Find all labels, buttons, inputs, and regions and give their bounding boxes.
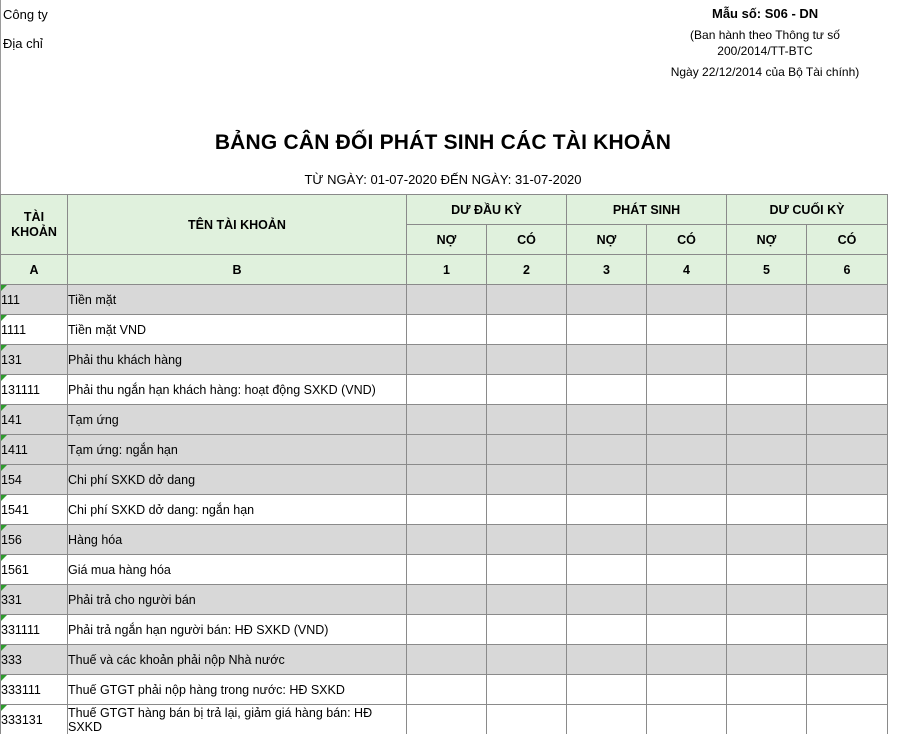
amount-cell[interactable] bbox=[807, 285, 888, 315]
amount-cell[interactable] bbox=[647, 435, 727, 465]
table-header bbox=[1, 195, 888, 285]
cell-marker-icon bbox=[1, 435, 7, 441]
cell-marker-icon bbox=[1, 315, 7, 321]
account-code-cell[interactable] bbox=[1, 285, 68, 315]
table-row bbox=[1, 405, 888, 435]
report-period: TỪ NGÀY: 01-07-2020 ĐẾN NGÀY: 31-07-2020 bbox=[304, 172, 582, 187]
account-code: 141 bbox=[1, 412, 22, 427]
cell-marker-icon bbox=[1, 375, 7, 381]
header-opening-credit[interactable]: CÓ bbox=[487, 225, 567, 255]
account-code-cell[interactable] bbox=[1, 615, 68, 645]
amount-cell[interactable] bbox=[567, 675, 647, 705]
account-name-cell[interactable]: Phải thu khách hàng bbox=[68, 345, 407, 375]
amount-cell[interactable] bbox=[407, 465, 487, 495]
amount-cell[interactable] bbox=[807, 555, 888, 585]
index-cell[interactable]: 6 bbox=[807, 255, 888, 285]
cell-marker-icon bbox=[1, 285, 7, 291]
amount-cell[interactable] bbox=[487, 705, 567, 734]
header-movement-credit[interactable]: CÓ bbox=[647, 225, 727, 255]
amount-cell[interactable] bbox=[727, 375, 807, 405]
amount-cell[interactable] bbox=[567, 525, 647, 555]
amount-cell[interactable] bbox=[407, 315, 487, 345]
amount-cell[interactable] bbox=[647, 345, 727, 375]
header-account-code[interactable] bbox=[1, 195, 68, 255]
amount-cell[interactable] bbox=[727, 525, 807, 555]
header-account-code-label: TÀI KHOẢN bbox=[11, 209, 57, 239]
cell-marker-icon bbox=[1, 705, 7, 711]
table-row bbox=[1, 315, 888, 345]
account-name-cell[interactable]: Tiền mặt bbox=[68, 285, 407, 315]
account-code-cell[interactable] bbox=[1, 525, 68, 555]
amount-cell[interactable] bbox=[727, 555, 807, 585]
amount-cell[interactable] bbox=[807, 465, 888, 495]
index-cell[interactable]: 5 bbox=[727, 255, 807, 285]
account-code: 1411 bbox=[1, 442, 28, 457]
amount-cell[interactable] bbox=[647, 585, 727, 615]
header-closing-debit[interactable]: NỢ bbox=[727, 225, 807, 255]
index-cell[interactable]: 1 bbox=[407, 255, 487, 285]
table-row bbox=[1, 525, 888, 555]
issued-date-text: Ngày 22/12/2014 của Bộ Tài chính) bbox=[670, 65, 860, 79]
account-code-cell[interactable] bbox=[1, 405, 68, 435]
amount-cell[interactable] bbox=[487, 585, 567, 615]
amount-cell[interactable] bbox=[487, 405, 567, 435]
amount-cell[interactable] bbox=[407, 675, 487, 705]
amount-cell[interactable] bbox=[727, 495, 807, 525]
table-row bbox=[1, 705, 888, 734]
table-row bbox=[1, 585, 888, 615]
amount-cell[interactable] bbox=[647, 615, 727, 645]
amount-cell[interactable] bbox=[727, 645, 807, 675]
account-code-cell[interactable] bbox=[1, 435, 68, 465]
cell-marker-icon bbox=[1, 645, 7, 651]
amount-cell[interactable] bbox=[487, 375, 567, 405]
cell-marker-icon bbox=[1, 585, 7, 591]
account-name-cell[interactable]: Thuế GTGT hàng bán bị trả lại, giảm giá hàng bán: HĐ SXKD bbox=[68, 705, 407, 734]
account-name-cell[interactable]: Hàng hóa bbox=[68, 525, 407, 555]
amount-cell[interactable] bbox=[567, 555, 647, 585]
amount-cell[interactable] bbox=[647, 285, 727, 315]
trial-balance-table bbox=[0, 194, 888, 734]
cell-marker-icon bbox=[1, 615, 7, 621]
table-row bbox=[1, 465, 888, 495]
amount-cell[interactable] bbox=[807, 645, 888, 675]
table-row bbox=[1, 345, 888, 375]
amount-cell[interactable] bbox=[407, 495, 487, 525]
amount-cell[interactable] bbox=[487, 675, 567, 705]
account-name-cell[interactable]: Phải trả cho người bán bbox=[68, 585, 407, 615]
table-row bbox=[1, 675, 888, 705]
table-body bbox=[1, 285, 888, 734]
account-code-cell[interactable] bbox=[1, 465, 68, 495]
amount-cell[interactable] bbox=[567, 285, 647, 315]
amount-cell[interactable] bbox=[567, 345, 647, 375]
account-name-cell[interactable]: Thuế và các khoản phải nộp Nhà nước bbox=[68, 645, 407, 675]
amount-cell[interactable] bbox=[487, 345, 567, 375]
account-code-cell[interactable] bbox=[1, 705, 68, 734]
amount-cell[interactable] bbox=[487, 525, 567, 555]
amount-cell[interactable] bbox=[567, 405, 647, 435]
amount-cell[interactable] bbox=[807, 615, 888, 645]
account-code: 333111 bbox=[1, 682, 41, 697]
amount-cell[interactable] bbox=[727, 585, 807, 615]
amount-cell[interactable] bbox=[407, 285, 487, 315]
table-row bbox=[1, 375, 888, 405]
amount-cell[interactable] bbox=[807, 705, 888, 734]
amount-cell[interactable] bbox=[727, 405, 807, 435]
cell-marker-icon bbox=[1, 525, 7, 531]
account-code: 333 bbox=[1, 652, 22, 667]
account-code: 156 bbox=[1, 532, 22, 547]
account-code-cell[interactable] bbox=[1, 585, 68, 615]
amount-cell[interactable] bbox=[727, 345, 807, 375]
amount-cell[interactable] bbox=[487, 465, 567, 495]
amount-cell[interactable] bbox=[727, 315, 807, 345]
account-code: 1111 bbox=[1, 322, 27, 337]
table-row bbox=[1, 615, 888, 645]
amount-cell[interactable] bbox=[647, 465, 727, 495]
account-code-cell[interactable] bbox=[1, 495, 68, 525]
amount-cell[interactable] bbox=[407, 615, 487, 645]
index-cell[interactable]: A bbox=[1, 255, 68, 285]
amount-cell[interactable] bbox=[647, 495, 727, 525]
account-code: 154 bbox=[1, 472, 22, 487]
header-movement[interactable]: PHÁT SINH bbox=[567, 195, 727, 225]
cell-marker-icon bbox=[1, 345, 7, 351]
cell-marker-icon bbox=[1, 405, 7, 411]
account-code: 131 bbox=[1, 352, 22, 367]
amount-cell[interactable] bbox=[807, 315, 888, 345]
amount-cell[interactable] bbox=[487, 315, 567, 345]
amount-cell[interactable] bbox=[807, 345, 888, 375]
account-code: 1541 bbox=[1, 502, 29, 517]
amount-cell[interactable] bbox=[647, 375, 727, 405]
cell-marker-icon bbox=[1, 465, 7, 471]
header-account-name[interactable]: TÊN TÀI KHOẢN bbox=[68, 195, 407, 255]
amount-cell[interactable] bbox=[487, 555, 567, 585]
amount-cell[interactable] bbox=[407, 555, 487, 585]
amount-cell[interactable] bbox=[807, 525, 888, 555]
amount-cell[interactable] bbox=[567, 315, 647, 345]
report-title: BẢNG CÂN ĐỐI PHÁT SINH CÁC TÀI KHOẢN bbox=[214, 131, 672, 154]
cell-marker-icon bbox=[1, 495, 7, 501]
account-name-cell[interactable]: Thuế GTGT phải nộp hàng trong nước: HĐ SXKD bbox=[68, 675, 407, 705]
amount-cell[interactable] bbox=[567, 495, 647, 525]
account-code: 111 bbox=[1, 292, 21, 307]
amount-cell[interactable] bbox=[807, 405, 888, 435]
cell-marker-icon bbox=[1, 675, 7, 681]
amount-cell[interactable] bbox=[567, 465, 647, 495]
amount-cell[interactable] bbox=[807, 495, 888, 525]
amount-cell[interactable] bbox=[487, 615, 567, 645]
amount-cell[interactable] bbox=[727, 705, 807, 734]
header-closing-balance[interactable]: DƯ CUỐI KỲ bbox=[727, 195, 888, 225]
address-label: Địa chỉ bbox=[3, 36, 43, 51]
amount-cell[interactable] bbox=[487, 285, 567, 315]
amount-cell[interactable] bbox=[407, 375, 487, 405]
amount-cell[interactable] bbox=[407, 705, 487, 734]
amount-cell[interactable] bbox=[647, 555, 727, 585]
account-code: 331111 bbox=[1, 622, 40, 637]
amount-cell[interactable] bbox=[647, 525, 727, 555]
account-code: 1561 bbox=[1, 562, 29, 577]
table-row bbox=[1, 555, 888, 585]
amount-cell[interactable] bbox=[727, 435, 807, 465]
table-row bbox=[1, 285, 888, 315]
cell-marker-icon bbox=[1, 555, 7, 561]
amount-cell[interactable] bbox=[807, 375, 888, 405]
amount-cell[interactable] bbox=[807, 435, 888, 465]
amount-cell[interactable] bbox=[487, 495, 567, 525]
account-code-cell[interactable] bbox=[1, 315, 68, 345]
account-code-cell[interactable] bbox=[1, 375, 68, 405]
amount-cell[interactable] bbox=[647, 675, 727, 705]
account-name-cell[interactable]: Phải thu ngắn hạn khách hàng: hoạt động SXKD (VND) bbox=[68, 375, 407, 405]
account-name-cell[interactable]: Giá mua hàng hóa bbox=[68, 555, 407, 585]
amount-cell[interactable] bbox=[407, 645, 487, 675]
account-name-cell[interactable]: Tiền mặt VND bbox=[68, 315, 407, 345]
amount-cell[interactable] bbox=[407, 405, 487, 435]
account-code-cell[interactable] bbox=[1, 555, 68, 585]
account-code: 131111 bbox=[1, 382, 40, 397]
index-cell[interactable]: 4 bbox=[647, 255, 727, 285]
header-closing-credit[interactable]: CÓ bbox=[807, 225, 888, 255]
amount-cell[interactable] bbox=[807, 675, 888, 705]
amount-cell[interactable] bbox=[647, 705, 727, 734]
amount-cell[interactable] bbox=[407, 345, 487, 375]
amount-cell[interactable] bbox=[487, 435, 567, 465]
index-cell[interactable]: 3 bbox=[567, 255, 647, 285]
account-code: 333131 bbox=[1, 713, 43, 727]
amount-cell[interactable] bbox=[567, 645, 647, 675]
account-code-cell[interactable] bbox=[1, 345, 68, 375]
amount-cell[interactable] bbox=[407, 585, 487, 615]
table-row bbox=[1, 645, 888, 675]
account-name-cell[interactable]: Phải trả ngắn hạn người bán: HĐ SXKD (VND) bbox=[68, 615, 407, 645]
amount-cell[interactable] bbox=[567, 585, 647, 615]
amount-cell[interactable] bbox=[407, 525, 487, 555]
amount-cell[interactable] bbox=[727, 615, 807, 645]
account-code-cell[interactable] bbox=[1, 645, 68, 675]
amount-cell[interactable] bbox=[567, 615, 647, 645]
table-row bbox=[1, 435, 888, 465]
account-name-cell[interactable]: Chi phí SXKD dở dang: ngắn hạn bbox=[68, 495, 407, 525]
index-cell[interactable]: B bbox=[68, 255, 407, 285]
amount-cell[interactable] bbox=[647, 645, 727, 675]
issued-by-text: (Ban hành theo Thông tư số 200/2014/TT-BTC bbox=[690, 28, 840, 58]
account-name-cell[interactable]: Chi phí SXKD dở dang bbox=[68, 465, 407, 495]
amount-cell[interactable] bbox=[727, 285, 807, 315]
amount-cell[interactable] bbox=[727, 465, 807, 495]
amount-cell[interactable] bbox=[647, 315, 727, 345]
index-cell[interactable]: 2 bbox=[487, 255, 567, 285]
amount-cell[interactable] bbox=[727, 675, 807, 705]
form-code: Mẫu số: S06 - DN bbox=[712, 6, 819, 21]
amount-cell[interactable] bbox=[567, 375, 647, 405]
account-name-cell[interactable]: Tạm ứng bbox=[68, 405, 407, 435]
account-code-cell[interactable] bbox=[1, 675, 68, 705]
header-opening-debit[interactable]: NỢ bbox=[407, 225, 487, 255]
account-code: 331 bbox=[1, 592, 22, 607]
amount-cell[interactable] bbox=[807, 585, 888, 615]
account-name-cell[interactable]: Tạm ứng: ngắn hạn bbox=[68, 435, 407, 465]
amount-cell[interactable] bbox=[567, 435, 647, 465]
amount-cell[interactable] bbox=[487, 645, 567, 675]
amount-cell[interactable] bbox=[567, 705, 647, 734]
amount-cell[interactable] bbox=[407, 435, 487, 465]
header-opening-balance[interactable]: DƯ ĐẦU KỲ bbox=[407, 195, 567, 225]
header-movement-debit[interactable]: NỢ bbox=[567, 225, 647, 255]
company-label: Công ty bbox=[3, 7, 48, 22]
table-row bbox=[1, 495, 888, 525]
amount-cell[interactable] bbox=[647, 405, 727, 435]
